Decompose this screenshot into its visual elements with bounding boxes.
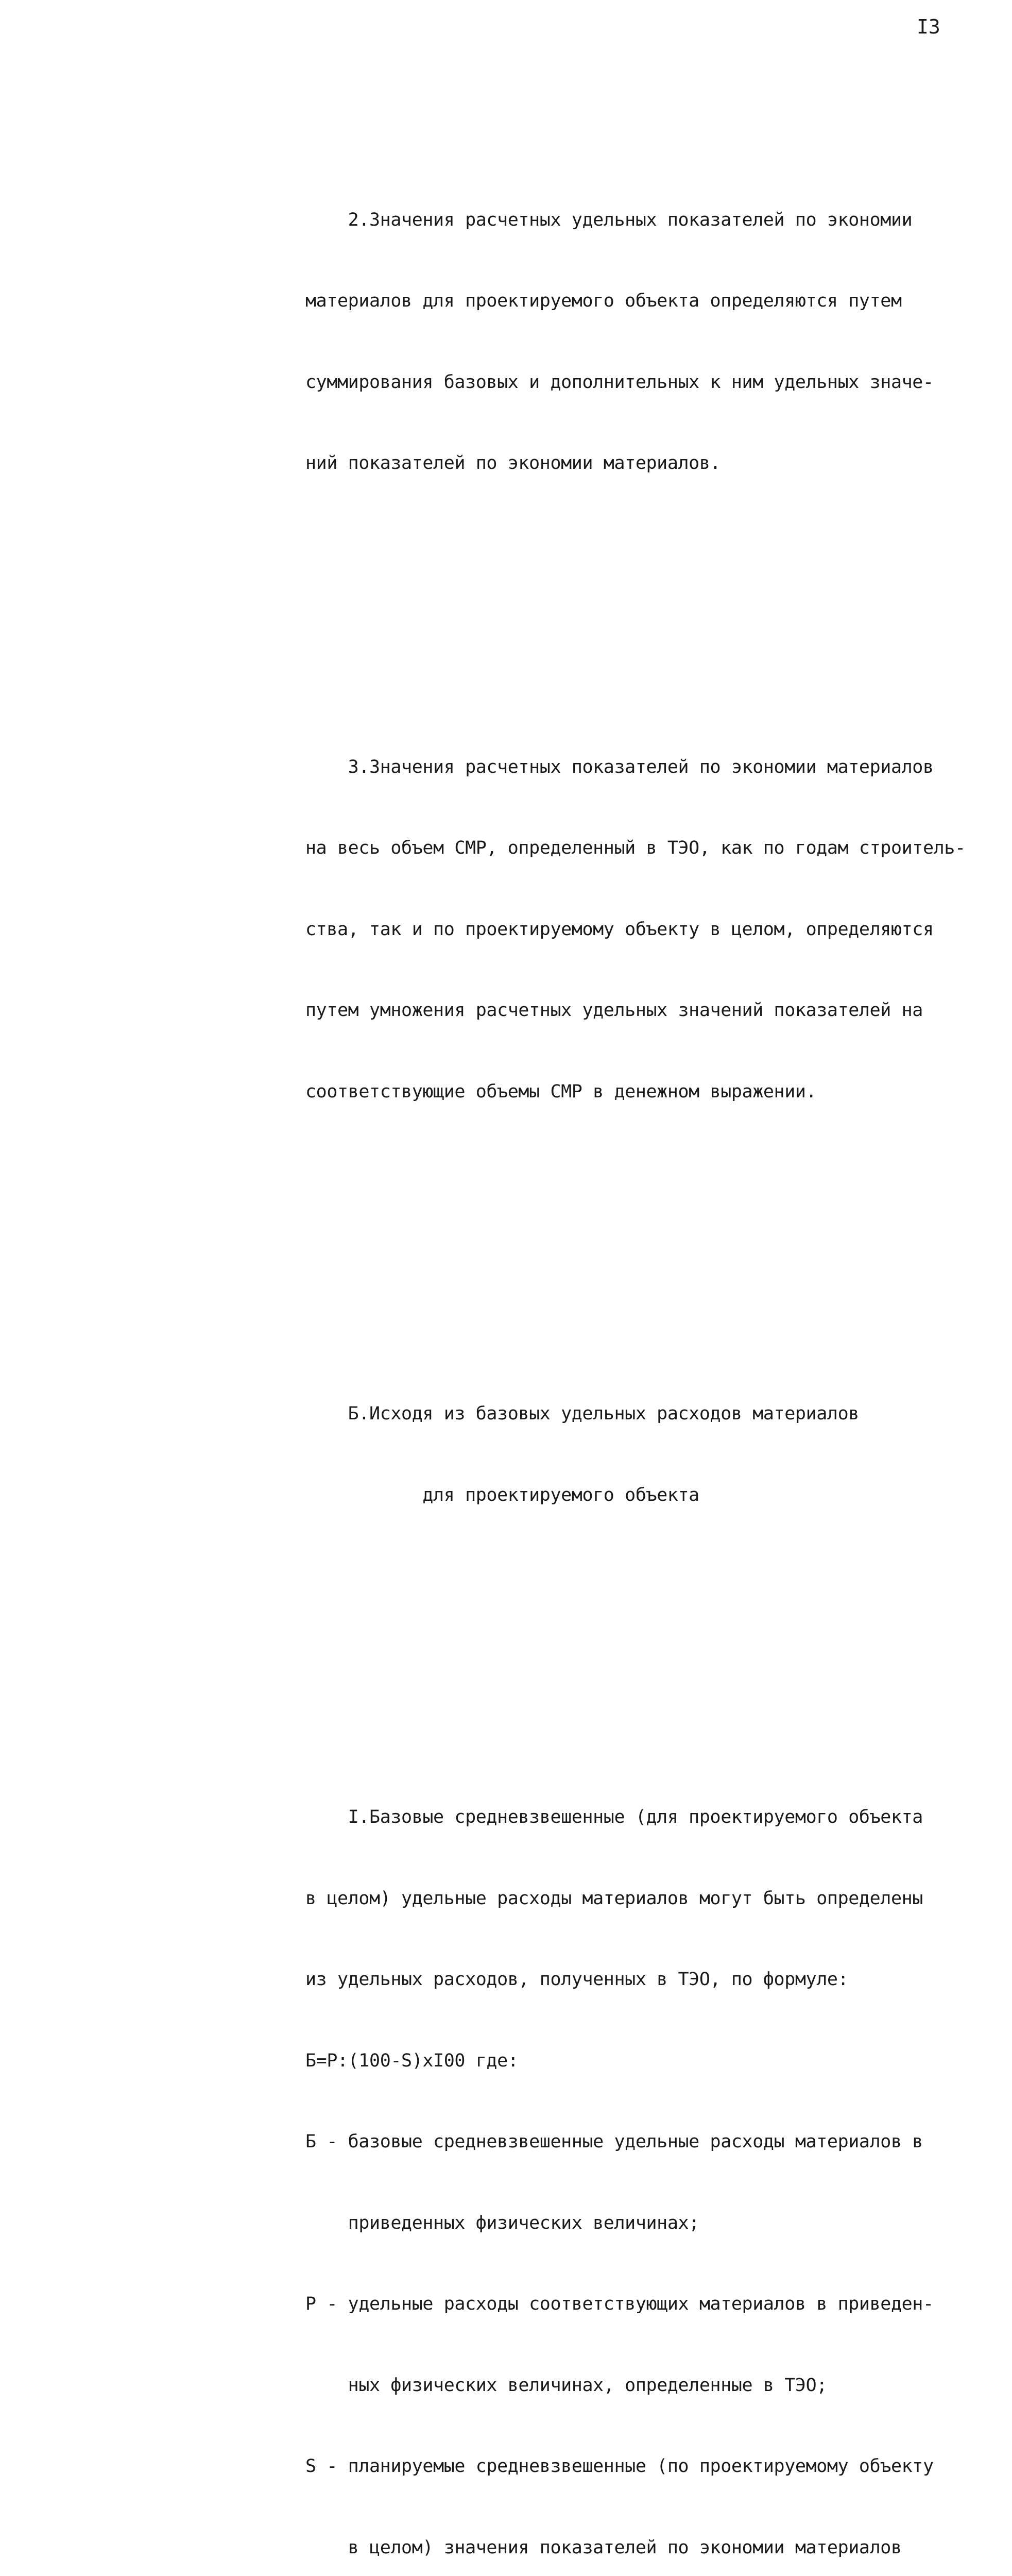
text-line: 2.Значения расчетных удельных показателей по экономии xyxy=(305,209,913,230)
text-line: материалов для проектируемого объекта определяются путем xyxy=(305,291,902,311)
text-line: путем умножения расчетных удельных значений показателей на xyxy=(305,1000,923,1021)
text-line: суммирования базовых и дополнительных к ним удельных значе- xyxy=(305,371,934,393)
heading-line: для проектируемого объекта xyxy=(305,1484,699,1505)
section-heading-b xyxy=(305,1346,975,1563)
document-body xyxy=(305,71,975,2576)
heading-line: Б.Исходя из базовых удельных расходов материалов xyxy=(305,1403,859,1424)
text-line: ний показателей по экономии материалов. xyxy=(305,453,721,473)
formula: Б=Р:(100-S)хI00 где: xyxy=(305,2050,519,2071)
paragraph-1-base-weighted xyxy=(305,1750,975,2576)
page-number: I3 xyxy=(917,15,940,38)
definition-line: S - планируемые средневзвешенные (по проектируемому объекту xyxy=(305,2456,934,2477)
text-line: I.Базовые средневзвешенные (для проектируемого объекта xyxy=(305,1807,923,1827)
text-line: из удельных расходов, полученных в ТЭО, по формуле: xyxy=(305,1969,849,1990)
text-line: 3.Значения расчетных показателей по экономии материалов xyxy=(305,756,934,777)
paragraph-2-calc-values xyxy=(305,152,975,531)
text-line: соответствующие объемы СМР в денежном выражении. xyxy=(305,1081,817,1102)
paragraph-3-total-values xyxy=(305,700,975,1160)
text-line: ства, так и по проектируемому объекту в целом, определяются xyxy=(305,919,934,940)
definition-line: Б - базовые средневзвешенные удельные расходы материалов в xyxy=(305,2131,923,2152)
definition-line: ных физических величинах, определенные в ТЭО; xyxy=(305,2375,827,2396)
text-line: на весь объем СМР, определенный в ТЭО, как по годам строитель- xyxy=(305,838,966,858)
text-line: в целом) удельные расходы материалов могут быть определены xyxy=(305,1888,923,1909)
definition-line: Р - удельные расходы соответствующих материалов в приведен- xyxy=(305,2294,934,2314)
definition-line: в целом) значения показателей по экономии материалов xyxy=(305,2537,902,2558)
definition-line: приведенных физических величинах; xyxy=(305,2212,699,2233)
